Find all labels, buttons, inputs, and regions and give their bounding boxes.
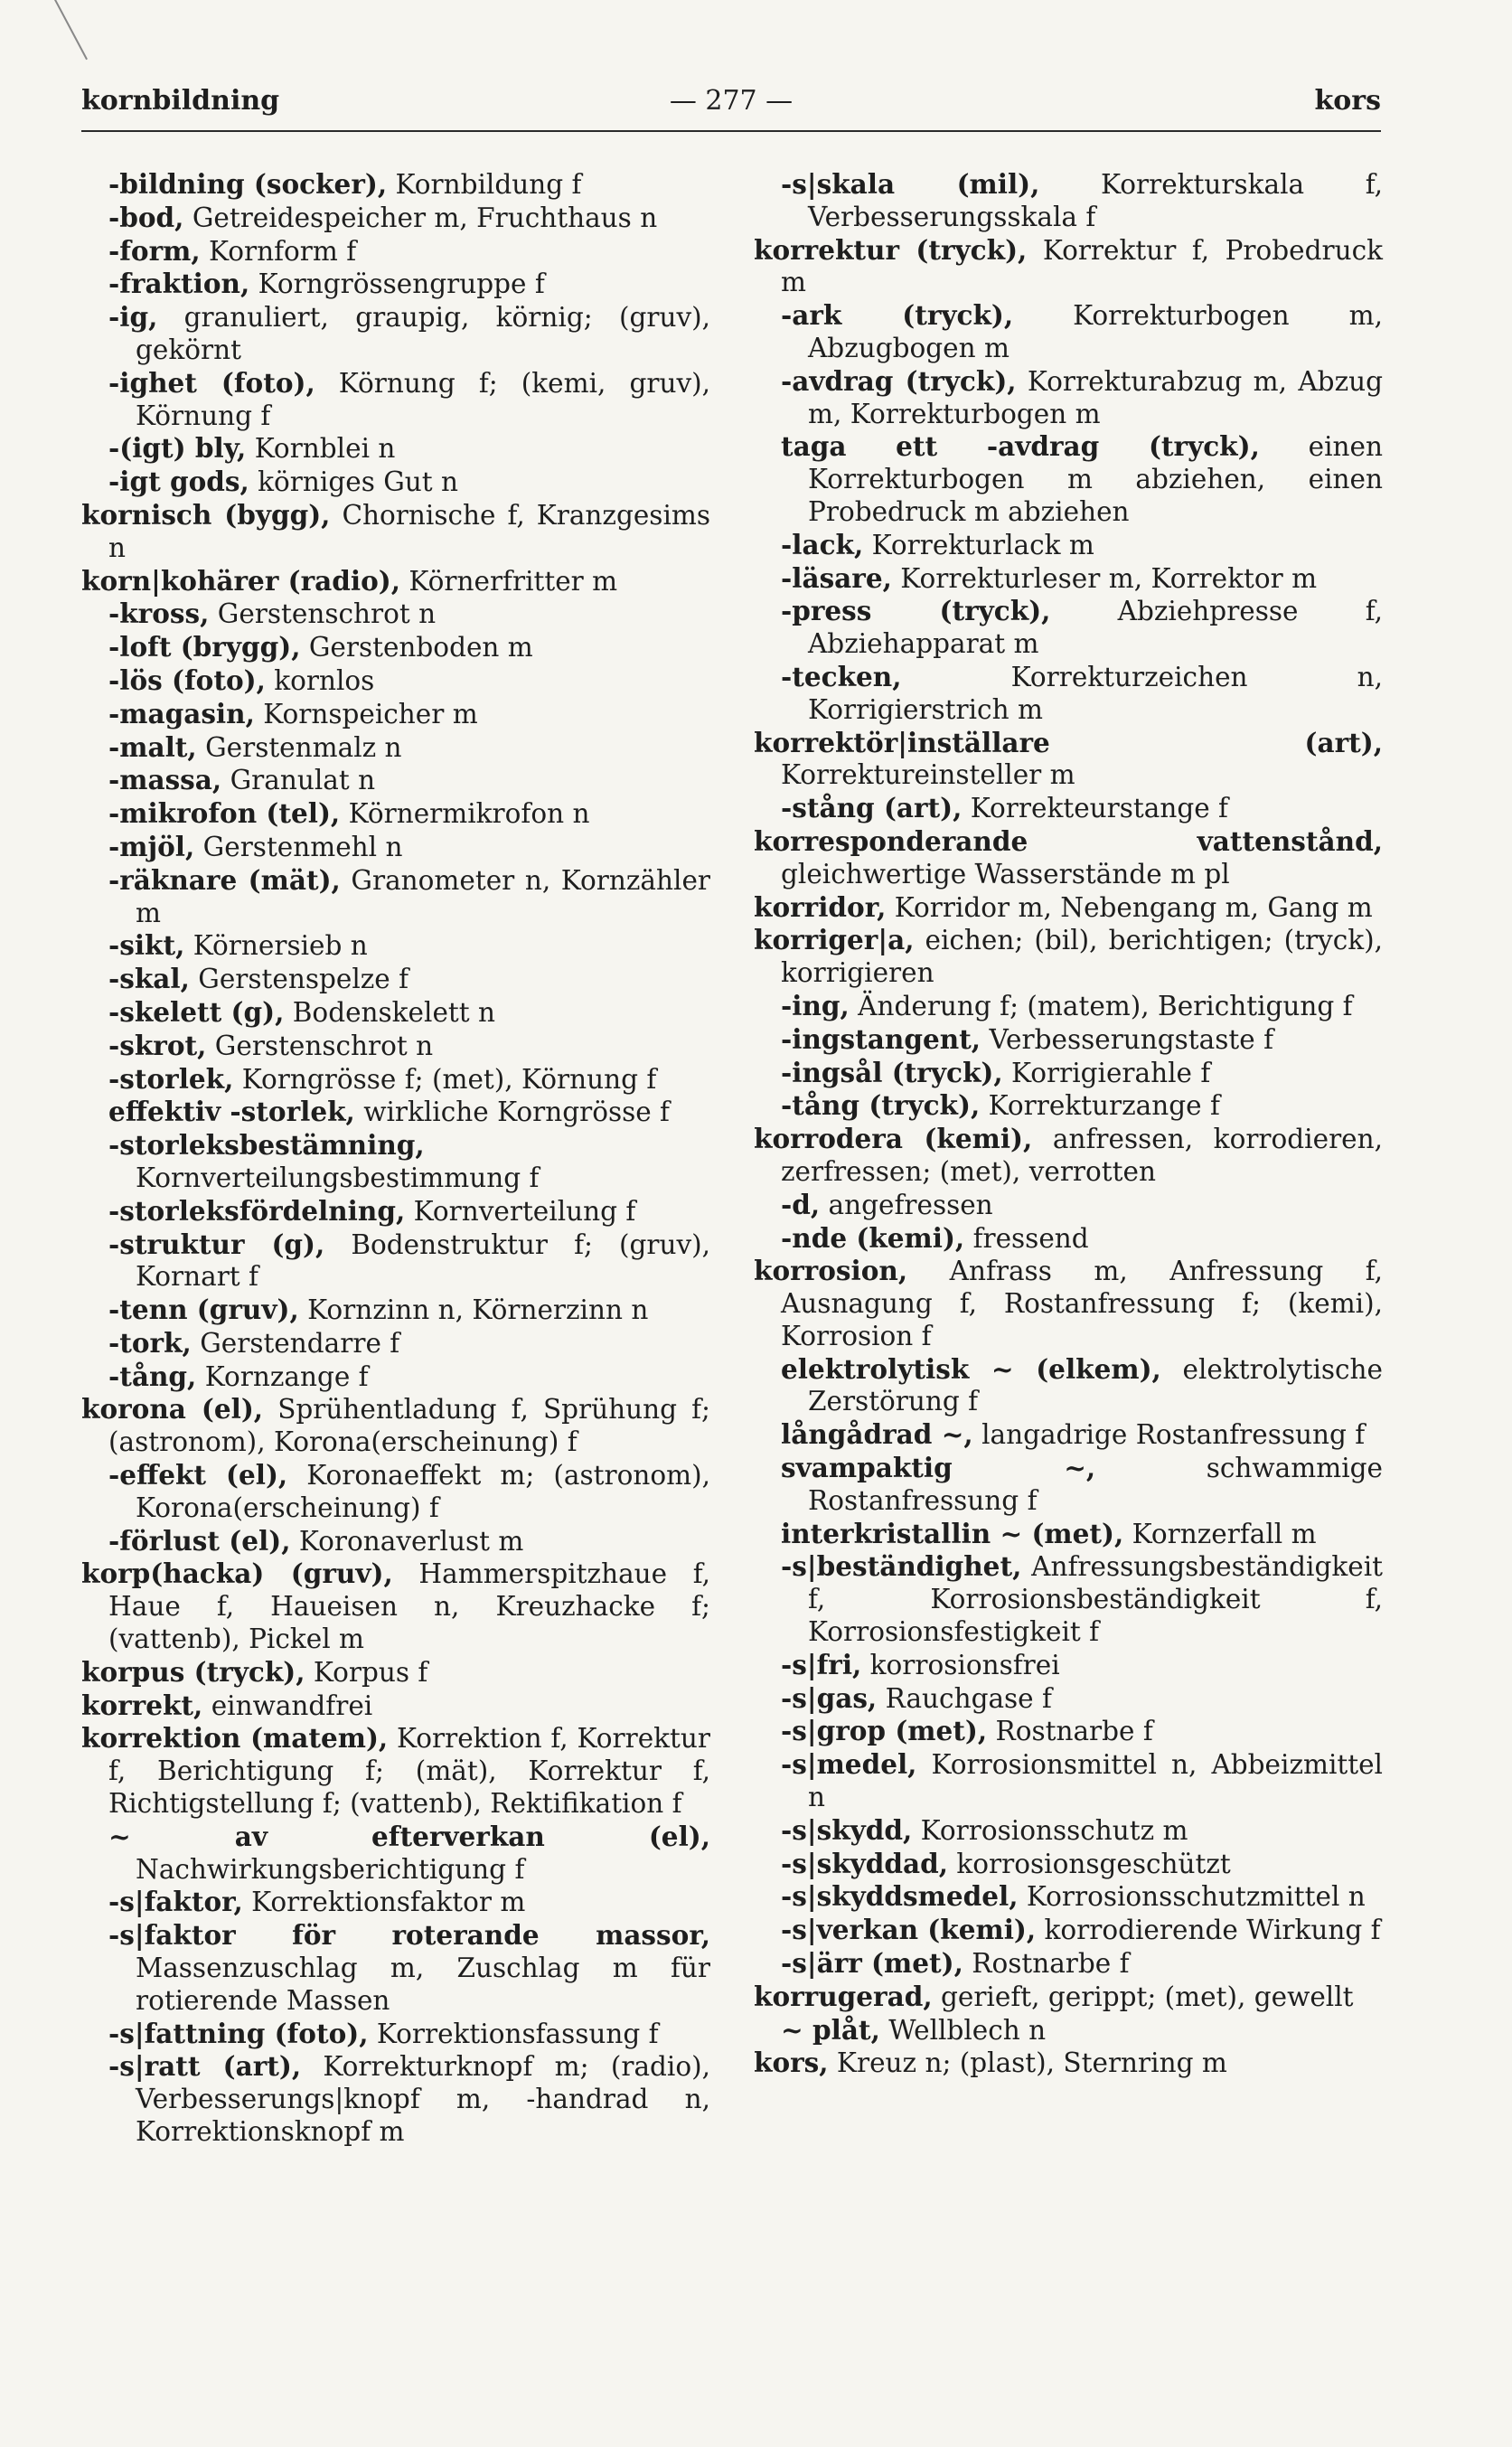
dictionary-entry [81,631,710,664]
page-header [81,80,1381,132]
entry-translation: Korrosionsschutzmittel n [1018,1881,1366,1913]
page-number: — 277 — [669,85,794,117]
entry-headword: -förlust (el), [108,1524,291,1557]
dictionary-entry [754,2047,1383,2080]
entry-headword: ~ av efterverkan (el), [108,1820,710,1852]
entry-translation: Korrigierahle f [1002,1057,1211,1088]
entry-headword: korrugerad, [754,1980,933,2012]
entry-headword: -kross, [108,598,210,630]
entry-headword: -skrot, [108,1029,207,1061]
entry-translation: Anfrass m, Anfressung f, Ausnagung f, Rostanfressung f; (kemi), Korrosion f [781,1256,1383,1351]
entry-headword: ~ plåt, [781,2013,880,2046]
dictionary-entry [81,1096,710,1129]
entry-translation: elektrolytische Zerstörung f [808,1353,1383,1417]
dictionary-entry [754,234,1383,300]
entry-translation: Korrekturknopf m; (radio), Verbesserungs|knopf m, -handrad n, Korrektionsknopf m [136,2051,710,2148]
dictionary-entry [754,1981,1383,2014]
entry-translation: Korrosionsmittel n, Abbeizmittel n [808,1749,1383,1813]
dictionary-entry [81,797,710,831]
entry-headword: -ingstangent, [781,1022,981,1055]
dictionary-entry [754,1255,1383,1352]
entry-translation: Korrektion f, Korrektur f, Berichtigung f; (mät), Korrektur f, Richtigstellung f; (vattenb), Rektifikation f [108,1723,710,1820]
entry-headword: -s|ratt (art), [108,2050,302,2083]
dictionary-entry [754,2014,1383,2047]
dictionary-entry [81,565,710,598]
dictionary-entry [754,1189,1383,1222]
dictionary-entry [754,661,1383,727]
entry-translation: Koronaeffekt m; (astronom), Korona(erscheinung) f [136,1460,710,1523]
entry-headword: -s|skyddsmedel, [781,1880,1019,1913]
entry-headword: -tenn (gruv), [108,1294,299,1326]
dictionary-entry [754,430,1383,528]
entry-translation: Rostnarbe f [987,1716,1153,1747]
entry-translation: Korrektur f, Probedruck m [781,234,1384,298]
dictionary-entry [754,529,1383,562]
dictionary-entry [81,1919,710,2017]
dictionary-entry [81,1656,710,1689]
dictionary-entry [81,1689,710,1723]
entry-headword: -s|faktor, [108,1886,243,1918]
entry-translation: Kornspeicher m [254,698,478,729]
entry-headword: -lös (foto), [108,664,266,696]
dictionary-entry [81,698,710,731]
entry-headword: korn|kohärer (radio), [81,564,400,597]
entry-translation: Korpus f [305,1656,428,1688]
entry-translation: Koronaverlust m [290,1525,524,1557]
dictionary-entry [81,598,710,631]
dictionary-entry [754,1057,1383,1090]
dictionary-entry [81,1722,710,1820]
entry-headword: korpus (tryck), [81,1655,305,1688]
entry-translation: korrodierende Wirkung f [1036,1915,1381,1946]
entry-translation: Granometer n, Kornzähler m [136,864,711,928]
entry-translation: gleichwertige Wasserstände m pl [781,858,1230,889]
entry-translation: Änderung f; (matem), Berichtigung f [849,990,1353,1021]
entry-translation: Kornform f [200,235,357,267]
scan-edge-mark [54,0,88,60]
entry-translation: fressend [964,1222,1089,1254]
dictionary-entry [81,2050,710,2148]
entry-translation: Korngrösse f; (met), Körnung f [233,1063,657,1095]
dictionary-entry [754,891,1383,925]
entry-headword: -press (tryck), [781,595,1051,627]
dictionary-entry [81,1327,710,1360]
entry-translation: einwandfrei [202,1689,373,1721]
entry-translation: körniges Gut n [249,466,459,498]
entry-translation: Korngrössengruppe f [249,268,545,300]
dictionary-entry [754,168,1383,234]
entry-headword: -s|grop (met), [781,1715,988,1747]
entry-headword: -magasin, [108,697,255,729]
entry-headword: taga ett -avdrag (tryck), [781,430,1260,463]
entry-translation: Kreuz n; (plast), Sternring m [828,2047,1227,2079]
entry-headword: -bildning (socker), [108,168,388,200]
entry-translation: Korrektureinsteller m [781,759,1075,791]
dictionary-entry [81,731,710,765]
entry-translation: Korrosionsschutz m [912,1814,1188,1846]
entry-headword: -räknare (mät), [108,863,341,896]
entry-translation: Körnerfritter m [400,565,618,597]
entry-headword: -ing, [781,989,850,1021]
dictionary-entry [81,664,710,698]
dictionary-entry [754,562,1383,596]
dictionary-entry [754,1848,1383,1881]
dictionary-entry [754,792,1383,825]
dictionary-entry [81,1821,710,1887]
entry-headword: -s|skala (mil), [781,168,1040,200]
dictionary-entry [754,1880,1383,1914]
entry-headword: -lack, [781,528,864,560]
dictionary-entry [81,1558,710,1655]
entry-headword: elektrolytisk ~ (elkem), [781,1352,1161,1385]
dictionary-entry [754,1947,1383,1981]
dictionary-entry [754,365,1383,431]
entry-translation: Nachwirkungsberichtigung f [136,1853,525,1885]
entry-translation: Gerstenschrot n [206,1030,434,1061]
dictionary-entry [754,1089,1383,1123]
entry-translation: Korrekteurstange f [962,793,1228,824]
entry-translation: Korrekturleser m, Korrektor m [891,562,1318,594]
entry-headword: -(igt) bly, [108,432,247,465]
entry-headword: korrektur (tryck), [754,233,1028,266]
entry-translation: Gerstenspelze f [189,964,409,995]
dictionary-entry [754,1550,1383,1648]
entry-headword: -mikrofon (tel), [108,797,341,830]
dictionary-entry [754,825,1383,891]
entry-translation: Korridor m, Nebengang m, Gang m [886,891,1373,923]
entry-headword: kornisch (bygg), [81,498,331,531]
entry-headword: -tecken, [781,660,902,692]
entry-translation: Gerstendarre f [191,1327,400,1359]
entry-headword: -storleksfördelning, [108,1194,406,1227]
entry-translation: Bodenskelett n [284,996,495,1028]
entry-headword: -bod, [108,201,184,233]
entry-translation: Gerstenmehl n [194,831,403,862]
entry-headword: korrosion, [754,1255,908,1287]
entry-translation: Kornzinn n, Körnerzinn n [298,1294,649,1326]
dictionary-entry [754,924,1383,990]
dictionary-entry [754,1914,1383,1947]
entry-headword: -malt, [108,730,197,763]
entry-translation: Gerstenboden m [300,632,533,664]
entry-translation: Korrektionsfaktor m [242,1887,526,1918]
entry-headword: -s|fattning (foto), [108,2017,369,2049]
entry-headword: -struktur (g), [108,1228,325,1260]
entry-headword: -ark (tryck), [781,299,1014,332]
entry-headword: -tork, [108,1326,192,1359]
entry-translation: Anfressungsbeständigkeit f, Korrosionsbeständigkeit f, Korrosionsfestigkeit f [808,1551,1383,1648]
dictionary-entry [81,831,710,864]
entry-translation: Korrekturbogen m, Abzugbogen m [808,300,1383,363]
dictionary-entry [81,996,710,1030]
entry-translation: Korrekturskala f, Verbesserungsskala f [808,169,1383,232]
dictionary-entry [754,1649,1383,1682]
dictionary-entry [81,1129,710,1195]
dictionary-entry [81,764,710,797]
dictionary-entry [754,1518,1383,1551]
entry-translation: Kornzerfall m [1123,1518,1317,1549]
entry-headword: -s|gas, [781,1681,878,1714]
header-last-word: kors [1314,85,1381,117]
entry-headword: -ig, [108,301,158,334]
dictionary-entry [754,1715,1383,1748]
entry-translation: schwammige Rostanfressung f [808,1453,1383,1516]
dictionary-entry [754,1452,1383,1518]
entry-translation: granuliert, graupig, körnig; (gruv), gekörnt [136,302,710,365]
entry-headword: -massa, [108,764,222,796]
entry-translation: wirkliche Korngrösse f [354,1096,670,1128]
entry-translation: Hammerspitzhaue f, Haue f, Haueisen n, Kreuzhacke f; (vattenb), Pickel m [108,1558,711,1655]
entry-translation: Körnersieb n [184,930,368,962]
dictionary-entry [81,499,710,565]
dictionary-entry [81,1525,710,1558]
entry-headword: korrodera (kemi), [754,1123,1033,1155]
dictionary-entry [754,1222,1383,1256]
entry-headword: interkristallin ~ (met), [781,1517,1124,1549]
dictionary-entry [81,268,710,301]
entry-headword: -s|ärr (met), [781,1947,963,1980]
entry-translation: Wellblech n [879,2014,1047,2046]
dictionary-entry [81,235,710,268]
left-column [81,168,710,2149]
entry-translation: langadrige Rostanfressung f [972,1419,1366,1451]
dictionary-entry [81,466,710,499]
entry-headword: korrektör|inställare (art), [754,726,1383,758]
entry-translation: Korrektionsfassung f [368,2018,659,2049]
entry-translation: kornlos [265,664,375,696]
entry-headword: -s|fri, [781,1648,862,1680]
entry-translation: Rauchgase f [877,1682,1052,1714]
dictionary-entry [754,1814,1383,1848]
dictionary-entry [81,1886,710,1919]
entry-headword: -s|verkan (kemi), [781,1914,1037,1946]
entry-headword: -igt gods, [108,466,249,498]
dictionary-entry [754,1748,1383,1814]
entry-headword: -s|skydd, [781,1813,913,1846]
dictionary-entry [81,2018,710,2051]
entry-headword: korridor, [754,890,887,923]
entry-headword: korp(hacka) (gruv), [81,1558,393,1590]
entry-translation: Kornverteilung f [405,1195,636,1227]
entry-headword: korona (el), [81,1393,264,1426]
entry-headword: -storlek, [108,1062,234,1095]
entry-translation: Gerstenmalz n [196,731,402,763]
entry-headword: -s|medel, [781,1748,917,1781]
entry-headword: -fraktion, [108,268,250,300]
entry-headword: kors, [754,2047,829,2079]
entry-translation: Verbesserungstaste f [981,1023,1274,1055]
entry-headword: -form, [108,234,201,267]
entry-translation: Abziehpresse f, Abziehapparat m [808,596,1383,660]
entry-headword: korriger|a, [754,924,915,956]
entry-translation: einen Korrekturbogen m abziehen, einen Probedruck m abziehen [808,431,1383,527]
entry-translation: Kornzange f [196,1360,369,1392]
dictionary-entry [754,1353,1383,1419]
dictionary-entry [81,168,710,202]
entry-headword: -stång (art), [781,792,963,824]
entry-headword: -sikt, [108,929,185,962]
entry-translation: Massenzuschlag m, Zuschlag m für rotierende Massen [136,1953,710,2016]
entry-translation: Rostnarbe f [963,1948,1130,1980]
entry-headword: -ighet (foto), [108,366,315,399]
entry-headword: långådrad ~, [781,1418,973,1451]
entry-translation: Getreidespeicher m, Fruchthaus n [183,202,658,233]
entry-headword: -s|beständighet, [781,1550,1022,1583]
entry-translation: anfressen, korrodieren, zerfressen; (met), verrotten [781,1124,1384,1187]
entry-translation: korrosionsgeschützt [948,1848,1231,1879]
entry-headword: -läsare, [781,561,892,594]
entry-headword: -tång (tryck), [781,1089,981,1122]
dictionary-entry [81,367,710,433]
entry-headword: -mjöl, [108,830,195,862]
entry-translation: Sprühentladung f, Sprühung f; (astronom), Korona(erscheinung) f [108,1394,710,1458]
entry-translation: Granulat n [221,765,376,796]
entry-headword: -skal, [108,963,190,995]
entry-translation: Chornische f, Kranzgesims n [108,499,710,563]
entry-translation: angefressen [820,1189,993,1220]
entry-translation: Korrekturzange f [980,1090,1220,1122]
entry-headword: -storleksbestämning, [108,1129,425,1162]
dictionary-entry [81,929,710,963]
entry-translation: korrosionsfrei [861,1649,1060,1680]
dictionary-entry [754,1682,1383,1716]
entry-headword: -effekt (el), [108,1459,288,1492]
dictionary-entry [754,1023,1383,1057]
entry-translation: gerieft, gerippt; (met), gewellt [932,1981,1354,2012]
entry-headword: korrektion (matem), [81,1722,389,1755]
entry-headword: korrekt, [81,1689,203,1721]
entry-headword: -tång, [108,1360,197,1392]
entry-translation: Kornbildung f [387,169,582,200]
dictionary-entry [81,1063,710,1096]
dictionary-entry [754,990,1383,1023]
entry-translation: eichen; (bil), berichtigen; (tryck), korrigieren [781,925,1383,989]
dictionary-entry [81,1459,710,1525]
entry-translation: Kornblei n [246,433,396,465]
entry-translation: Korrekturlack m [863,529,1094,560]
entry-translation: Körnermikrofon n [340,798,590,830]
entry-headword: svampaktig ~, [781,1452,1096,1484]
entry-translation: Korrekturabzug m, Abzug m, Korrekturbogen m [808,365,1383,429]
entry-translation: Bodenstruktur f; (gruv), Kornart f [136,1228,711,1293]
dictionary-entry [754,727,1383,793]
dictionary-entry [81,1030,710,1063]
entry-headword: -skelett (g), [108,995,285,1028]
dictionary-entry [81,1294,710,1327]
entry-headword: -s|faktor för roterande massor, [108,1919,710,1952]
dictionary-entry [754,595,1383,661]
entry-headword: effektiv -storlek, [108,1096,355,1128]
entry-headword: korresponderande vattenstånd, [754,824,1383,857]
entry-headword: -loft (brygg), [108,631,301,664]
dictionary-entry [81,864,710,930]
dictionary-entry [754,1418,1383,1452]
dictionary-entry [81,1393,710,1459]
dictionary-entry [81,1195,710,1228]
dictionary-entry [81,1360,710,1394]
dictionary-entry [754,1123,1383,1189]
right-column [754,168,1383,2080]
dictionary-entry [81,301,710,367]
entry-headword: -ingsål (tryck), [781,1056,1003,1088]
entry-headword: -nde (kemi), [781,1221,965,1254]
dictionary-entry [81,963,710,996]
entry-translation: Kornverteilungsbestimmung f [136,1162,540,1193]
entry-translation: Korrekturzeichen n, Korrigierstrich m [808,661,1383,725]
header-first-word: kornbildning [81,85,280,117]
entry-translation: Gerstenschrot n [209,598,437,630]
entry-headword: -d, [781,1188,821,1220]
dictionary-entry [81,432,710,466]
entry-headword: -avdrag (tryck), [781,364,1017,397]
dictionary-entry [81,202,710,235]
entry-translation: Körnung f; (kemi, gruv), Körnung f [136,367,710,431]
dictionary-entry [81,1228,710,1294]
entry-headword: -s|skyddad, [781,1847,949,1879]
dictionary-entry [754,299,1383,365]
